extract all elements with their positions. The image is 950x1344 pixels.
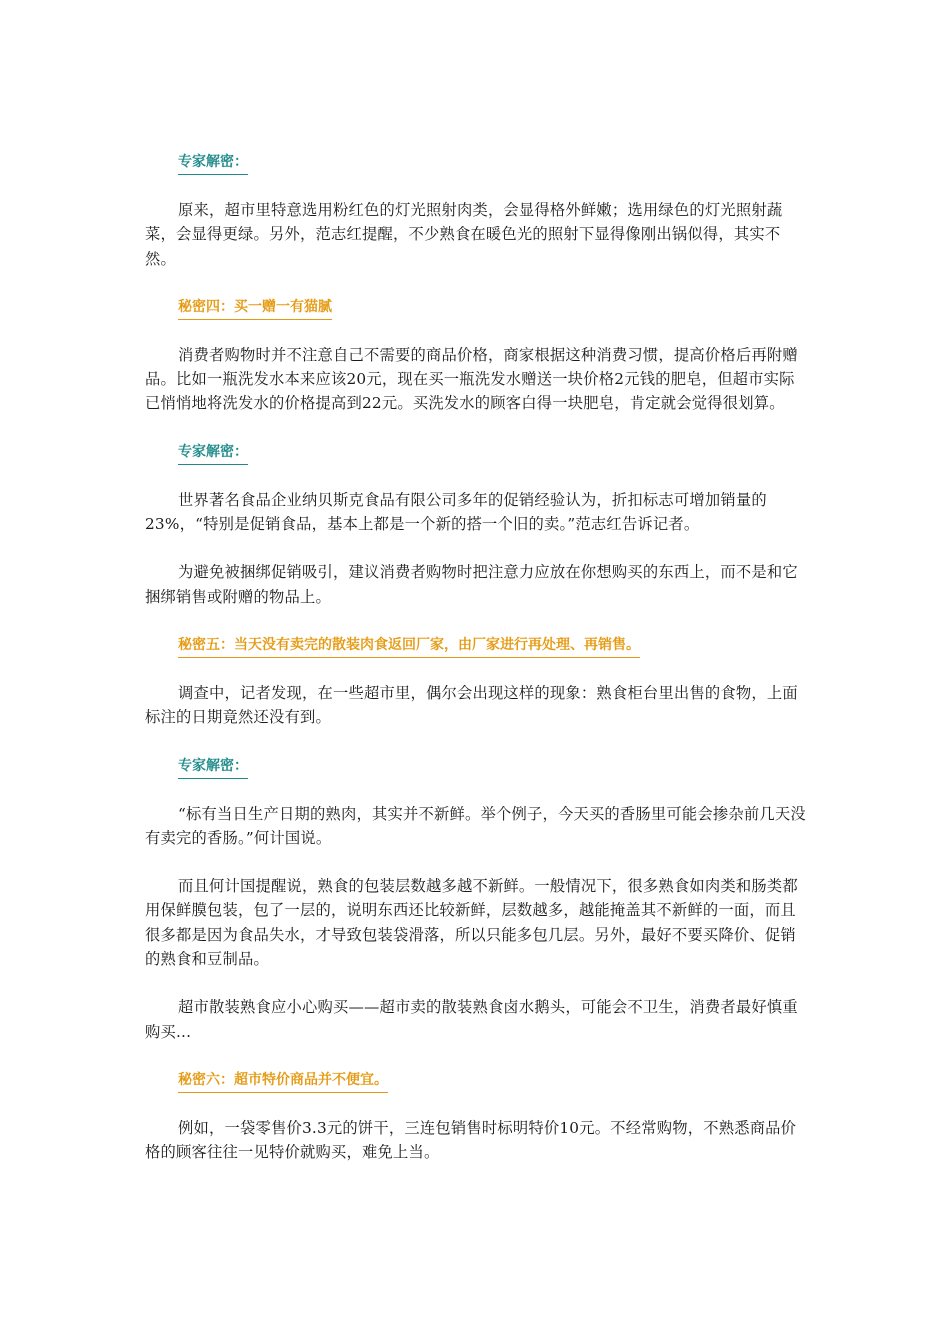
paragraph: 为避免被捆绑促销吸引，建议消费者购物时把注意力应放在你想购买的东西上，而不是和它捆绑销售或附赠的物品上。 [145, 563, 798, 606]
secret-heading: 秘密六：超市特价商品并不便宜。 [178, 1068, 388, 1093]
paragraph: 原来，超市里特意选用粉红色的灯光照射肉类，会显得格外鲜嫩；选用绿色的灯光照射蔬菜，会显得更绿。另外，范志红提醒，不少熟食在暖色光的照射下显得像刚出锅似得，其实不然。 [145, 201, 783, 268]
paragraph: 消费者购物时并不注意自己不需要的商品价格，商家根据这种消费习惯，提高价格后再附赠品。比如一瓶洗发水本来应该20元，现在买一瓶洗发水赠送一块价格2元钱的肥皂，但超市实际已悄悄地将洗发水的价格提高到22元。买洗发水的顾客白得一块肥皂，肯定就会觉得很划算。 [145, 345, 798, 413]
paragraph: 世界著名食品企业纳贝斯克食品有限公司多年的促销经验认为，折扣标志可增加销量的23%，“特别是促销食品，基本上都是一个新的搭一个旧的卖。”范志红告诉记者。 [145, 490, 767, 534]
expert-heading: 专家解密： [178, 440, 248, 465]
expert-heading: 专家解密： [178, 754, 248, 779]
secret-heading: 秘密五：当天没有卖完的散装肉食返回厂家，由厂家进行再处理、再销售。 [178, 633, 640, 658]
paragraph: “标有当日生产日期的熟肉，其实并不新鲜。举个例子，今天买的香肠里可能会掺杂前几天没有卖完的香肠。”何计国说。 [145, 804, 806, 847]
paragraph: 而且何计国提醒说，熟食的包装层数越多越不新鲜。一般情况下，很多熟食如肉类和肠类都用保鲜膜包装，包了一层的，说明东西还比较新鲜，层数越多，越能掩盖其不新鲜的一面，而且很多都是因为食品失水，才导致包装袋滑落，所以只能多包几层。另外，最好不要买降价、促销的熟食和豆制品。 [145, 877, 798, 969]
expert-heading: 专家解密： [178, 150, 248, 175]
paragraph: 超市散装熟食应小心购买——超市卖的散装熟食卤水鹅头，可能会不卫生，消费者最好慎重购买... [145, 998, 798, 1041]
paragraph: 调查中，记者发现，在一些超市里，偶尔会出现这样的现象：熟食柜台里出售的食物，上面标注的日期竟然还没有到。 [145, 683, 798, 727]
article-body [145, 150, 810, 1165]
paragraph: 例如，一袋零售价3.3元的饼干，三连包销售时标明特价10元。不经常购物，不熟悉商品价格的顾客往往一见特价就购买，难免上当。 [145, 1118, 797, 1162]
secret-heading: 秘密四：买一赠一有猫腻 [178, 295, 332, 320]
